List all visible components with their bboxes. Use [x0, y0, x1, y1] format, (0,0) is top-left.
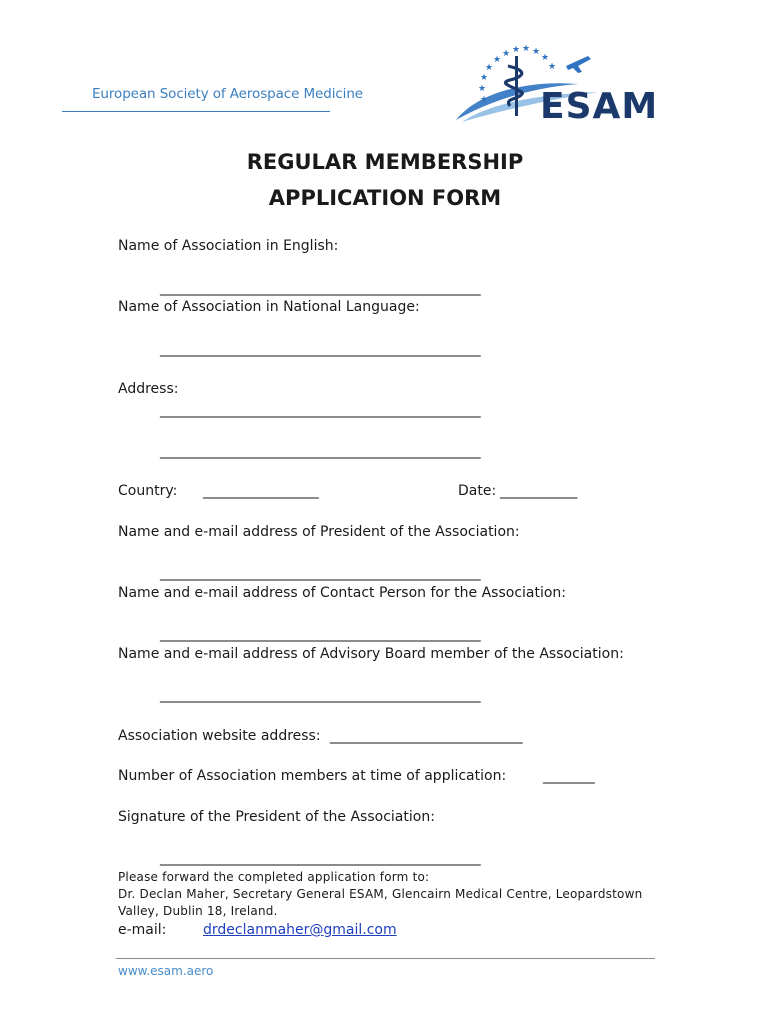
blank-president[interactable]: __________________________________________________	[160, 565, 481, 581]
svg-text:★: ★	[477, 84, 487, 94]
svg-text:★: ★	[492, 55, 502, 65]
forward-instructions: Please forward the completed application form to:	[118, 870, 430, 884]
label-name-national: Name of Association in National Language:	[118, 299, 420, 315]
label-signature: Signature of the President of the Association:	[118, 809, 435, 825]
svg-text:★: ★	[521, 44, 531, 54]
blank-contact-person[interactable]: __________________________________________________	[160, 626, 481, 642]
svg-text:★: ★	[484, 63, 494, 73]
label-president: Name and e-mail address of President of the Association:	[118, 524, 520, 540]
form-title-line-2: APPLICATION FORM	[268, 186, 502, 210]
svg-text:★: ★	[479, 95, 489, 105]
blank-address-line-1[interactable]: __________________________________________________	[160, 402, 481, 418]
blank-date[interactable]: ____________	[500, 483, 577, 499]
label-date: Date:	[458, 483, 497, 499]
esam-logo-graphic	[448, 42, 698, 128]
svg-text:★: ★	[501, 49, 511, 59]
label-website: Association website address:	[118, 728, 321, 744]
svg-text:★: ★	[479, 73, 489, 83]
footer-divider	[116, 958, 655, 959]
mailing-address-line-2: Valley, Dublin 18, Ireland.	[118, 904, 278, 918]
blank-members[interactable]: ________	[543, 768, 595, 784]
mailing-address-line-1: Dr. Declan Maher, Secretary General ESAM, Glencairn Medical Centre, Leopardstown	[118, 887, 643, 901]
svg-text:★: ★	[511, 45, 521, 55]
organization-name: European Society of Aerospace Medicine	[92, 86, 363, 102]
blank-name-national[interactable]: __________________________________________________	[160, 341, 481, 357]
label-advisory-board: Name and e-mail address of Advisory Board member of the Association:	[118, 646, 624, 662]
header-divider	[62, 111, 330, 112]
blank-name-english[interactable]: __________________________________________________	[160, 280, 481, 296]
svg-text:★: ★	[531, 47, 541, 57]
email-label: e-mail:	[118, 922, 167, 938]
blank-country[interactable]: __________________	[203, 483, 319, 499]
label-contact-person: Name and e-mail address of Contact Person for the Association:	[118, 585, 567, 601]
label-name-english: Name of Association in English:	[118, 238, 339, 254]
svg-text:★: ★	[540, 53, 550, 63]
label-address: Address:	[118, 381, 179, 397]
logo-wordmark: ESAM	[540, 86, 659, 127]
label-members: Number of Association members at time of application:	[118, 768, 507, 784]
blank-address-line-2[interactable]: __________________________________________________	[160, 443, 481, 459]
esam-logo	[448, 42, 698, 132]
svg-text:★: ★	[547, 62, 557, 72]
label-country: Country:	[118, 483, 178, 499]
email-link[interactable]: drdeclanmaher@gmail.com	[203, 922, 397, 938]
blank-advisory-board[interactable]: __________________________________________________	[160, 687, 481, 703]
blank-website[interactable]: ______________________________	[330, 728, 523, 744]
blank-signature[interactable]: __________________________________________________	[160, 850, 481, 866]
form-title-line-1: REGULAR MEMBERSHIP	[246, 150, 524, 174]
website-footer[interactable]: www.esam.aero	[118, 964, 214, 978]
